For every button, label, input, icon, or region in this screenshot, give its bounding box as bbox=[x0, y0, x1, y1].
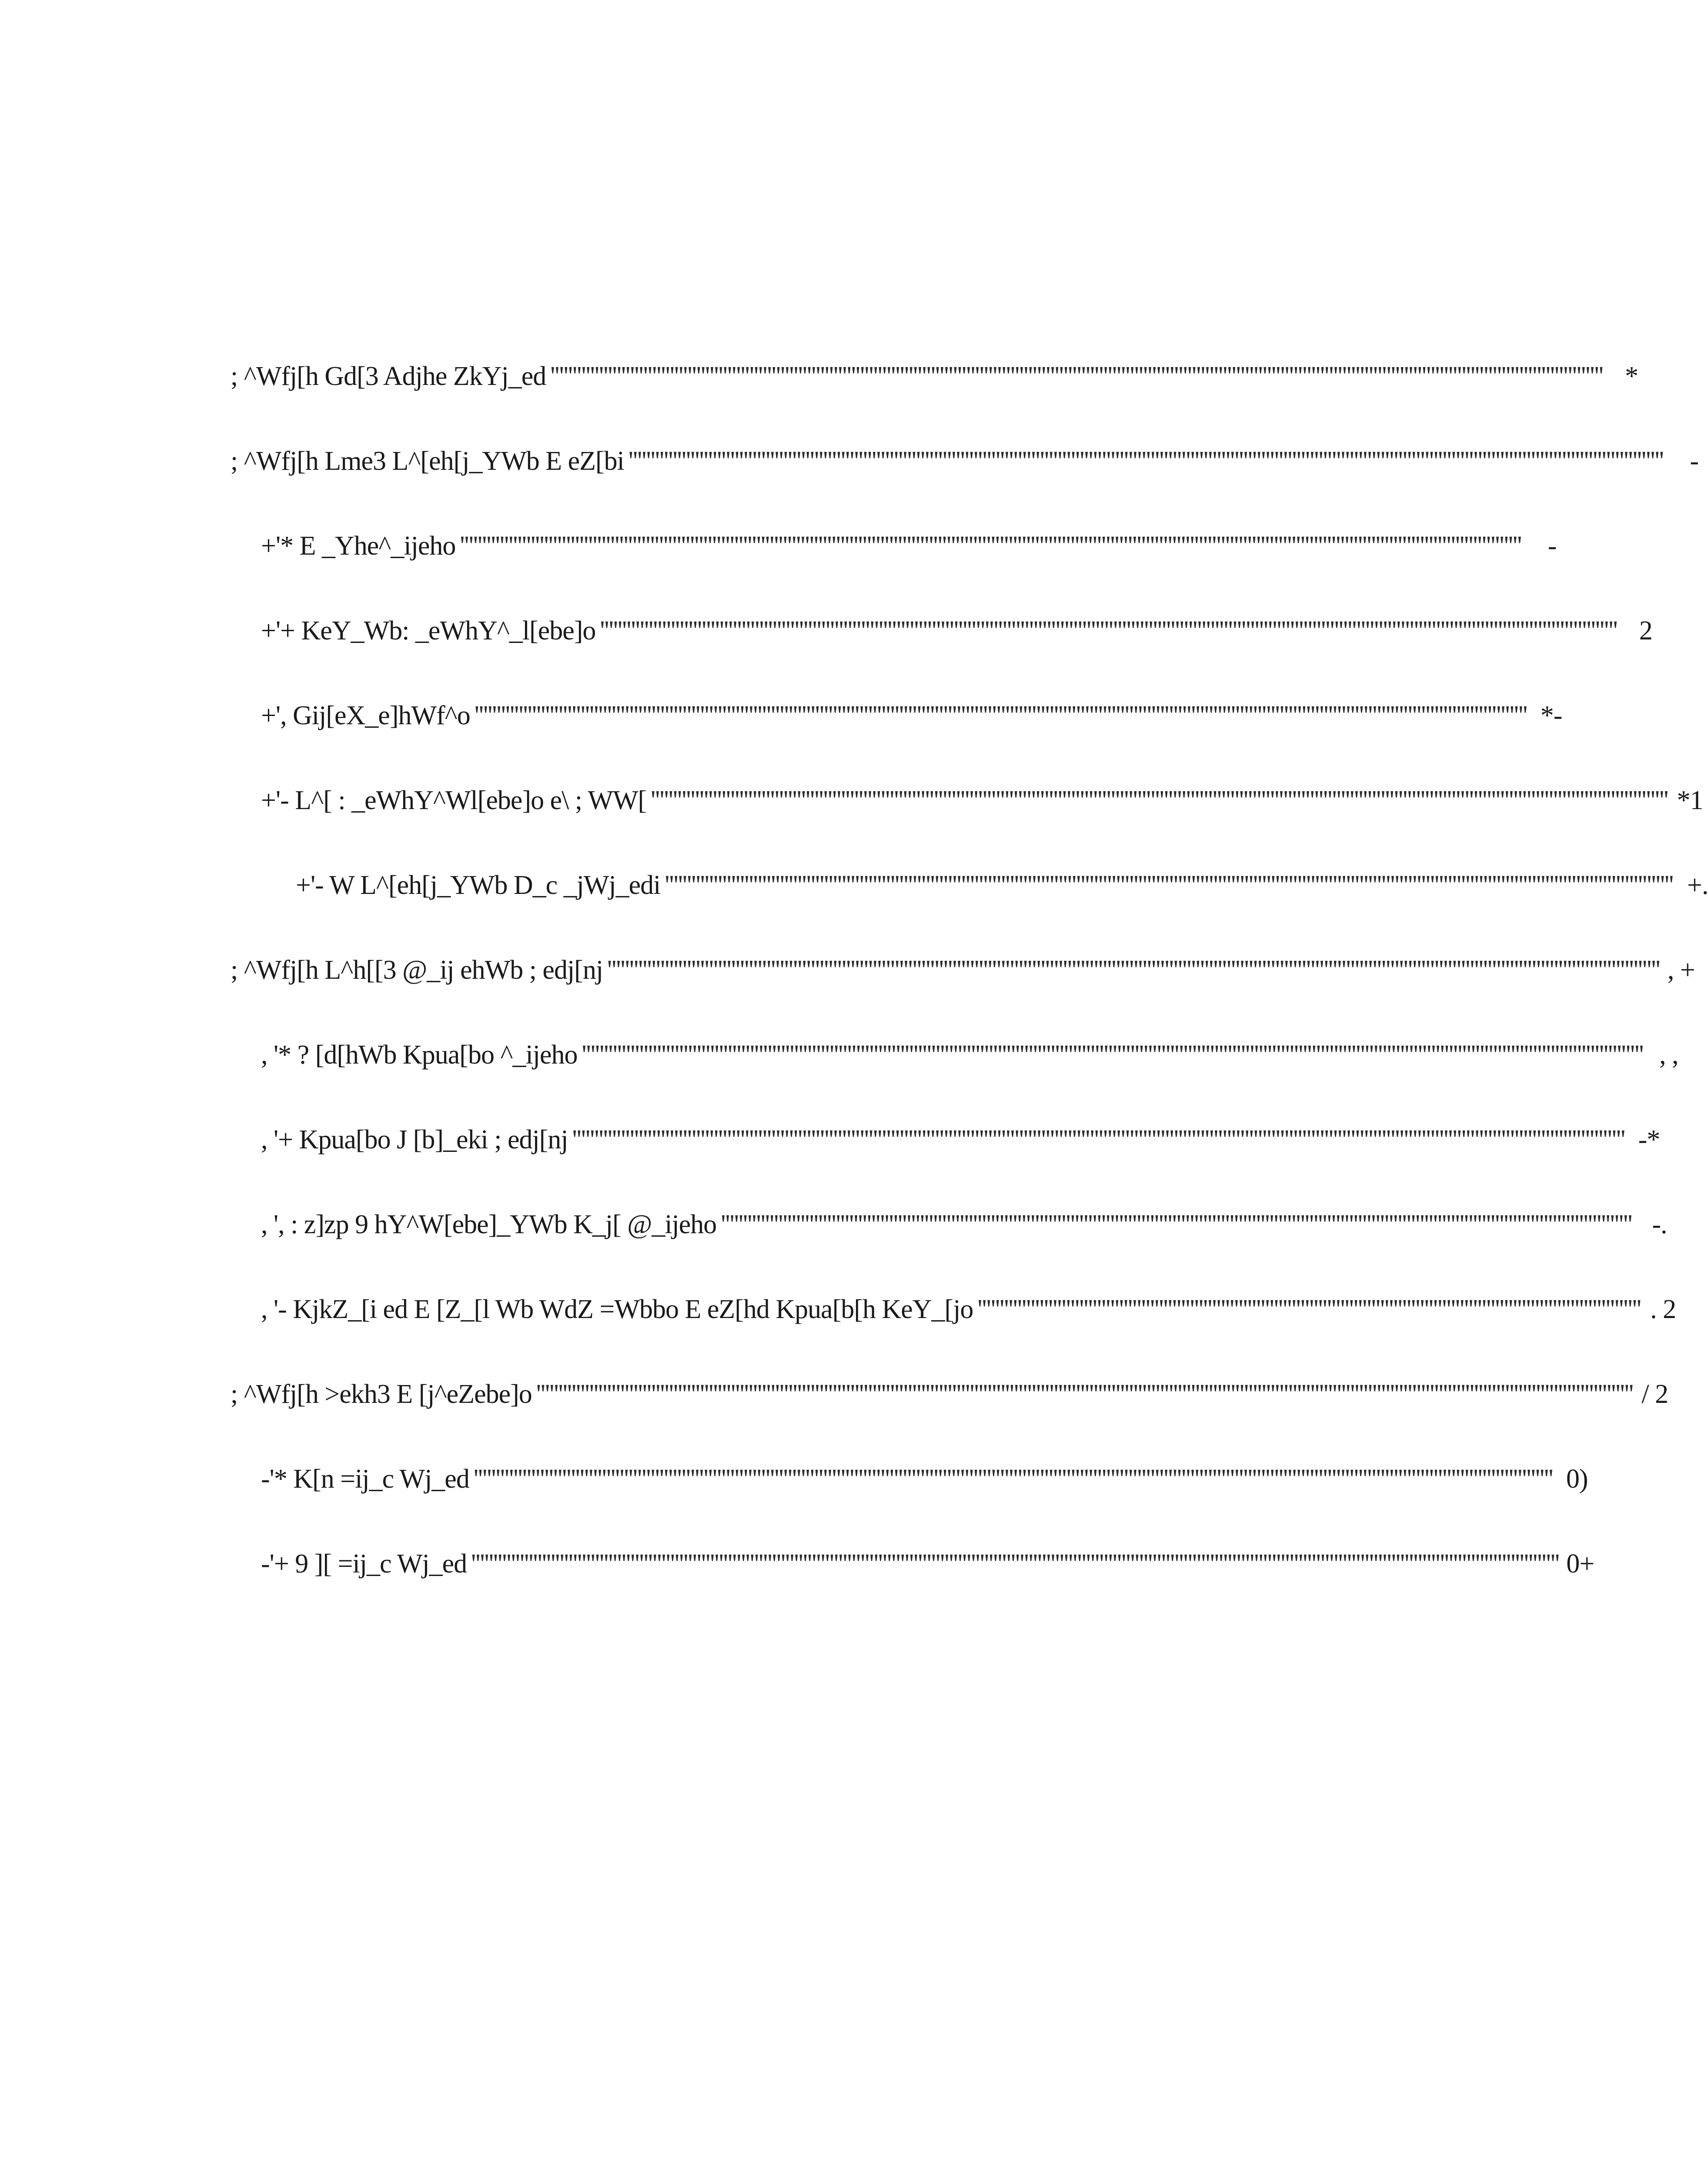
toc-entry-label: , '- KjkZ_[i ed E [Z_[l Wb WdZ =Wbbo E eZ[hd Kpua[b[h KeY_[jo bbox=[261, 1295, 973, 1324]
toc-dot-leader: '''''''''''''''''''''''''''''''''''''''''''''''''''''''''''''''''''''''''''''''''''''''''''''''''''''''''''''''''''''''''''''''''''''''''''''''''''''''''''''''''''''''''''''''''''''''''''''''''''''''''''''''''''''''''''''''''''' bbox=[665, 870, 1674, 900]
toc-dot-leader: '''''''''''''''''''''''''''''''''''''''''''''''''''''''''''''''''''''''''''''''''''''''''''''''''''''''''''''''''''''''''''''''''''''''''''''''''''''''''''''''''''''''''''''''''''''''''''''''''''''''''''''''''''''''''''''''''''''''''''''' bbox=[550, 361, 1603, 391]
toc-entry[interactable] bbox=[231, 442, 1698, 481]
toc-entry-label: , '* ? [d[hWb Kpua[bo ^_ijeho bbox=[261, 1040, 578, 1070]
toc-entry[interactable] bbox=[261, 1290, 1676, 1329]
toc-page-number: *- bbox=[1540, 701, 1562, 730]
toc-page-number: - bbox=[1690, 446, 1698, 476]
toc-page-number: 0+ bbox=[1566, 1549, 1594, 1579]
toc-dot-leader: '''''''''''''''''''''''''''''''''''''''''''''''''''''''''''''''''''''''''''''''''''''''''''''''''''''''''''''''''''''''''''''''''''''''''''''''''''''''''''''''''''''''''''''''''''''''''''''''''''''''''''''''''''''''''''''''''''''''''''''''''''' bbox=[473, 1464, 1553, 1494]
toc-entry-label: +'- L^[ : _eWhY^Wl[ebe]o e\ ; WW[ bbox=[261, 786, 647, 815]
toc-entry-label: +'- W L^[eh[j_YWb D_c _jWj_edi bbox=[296, 870, 661, 900]
toc-entry[interactable] bbox=[261, 1035, 1678, 1074]
toc-page-number: +. bbox=[1687, 870, 1708, 900]
toc-entry[interactable] bbox=[261, 1205, 1667, 1244]
toc-dot-leader: '''''''''''''''''''''''''''''''''''''''''''''''''''''''''''''''''''''''''''''''''''''''''''''''''''''''''''''''''''''''''''''''''''''''''''''''''''''''''''''''''''''''''''''''''''''''''''''''''''''''''''''''''''''''''''''''''''''''''''''''''''''' bbox=[471, 1549, 1560, 1579]
toc-entry[interactable] bbox=[261, 696, 1562, 735]
toc-page-number: -* bbox=[1638, 1125, 1660, 1154]
toc-page-number: / 2 bbox=[1641, 1379, 1668, 1409]
toc-entry[interactable] bbox=[261, 611, 1652, 650]
toc-dot-leader: '''''''''''''''''''''''''''''''''''''''''''''''''''''''''''''''''''''''''''''''''''''''''''''''''''''''''''''''''''''''''''''''''''''''''''''''''''''''''''''''''''''''''''''''''''''''''''''''''''''''''''''''''''''''''''''''''''''''''''''''' bbox=[582, 1040, 1644, 1070]
toc-dot-leader: '''''''''''''''''''''''''''''''''''''''''''''''''''''''''''''''''''''''''''''''''''''''''''''''''''''''''''''''''''''''''''''''''''''''''''''''''''''''''''''''''''''''''''''''''''''''''''''''''''''''''''''''''''''''''''''''''''''''''''''' bbox=[607, 955, 1660, 985]
toc-dot-leader: '''''''''''''''''''''''''''''''''''''''''''''''''''''''''''''''''''''''''''''''''''''''''''''''''''''''''''''''''''''''''''''''''''''''''''''''''''''''''''''''''''''''''''''''''''''''''''''''''''''''''''''''''''''''''''''''''''''''''''''' bbox=[572, 1125, 1625, 1154]
toc-entry[interactable] bbox=[231, 950, 1695, 990]
toc-page-number: - bbox=[1548, 531, 1557, 561]
toc-entry[interactable] bbox=[296, 866, 1708, 905]
toc-entry[interactable] bbox=[261, 1120, 1660, 1159]
toc-page-number: , , bbox=[1659, 1040, 1678, 1070]
toc-entry-label: +'+ KeY_Wb: _eWhY^_l[ebe]o bbox=[261, 616, 596, 646]
toc-page-number: *1 bbox=[1677, 786, 1703, 815]
toc-dot-leader: '''''''''''''''''''''''''''''''''''''''''''''''''''''''''''''''''''''''''''''''''''''''''''''''''''''''''''''''''''''''''''''''''''''''''''''''''''''''''''''''''''''''''''''''''''''''''''''''''''''''''''''''''''''''''''''''''''''' bbox=[600, 616, 1618, 646]
toc-entry-label: ; ^Wfj[h Gd[3 Adjhe ZkYj_ed bbox=[231, 361, 546, 391]
toc-dot-leader: '''''''''''''''''''''''''''''''''''''''''''''''''''''''''''''''''''''''''''''''''''''''''''''''''''''''''''''''''''''''''''''''''''''''''''''''''''''''''''''''''''''''''''''''''''''''''''''''''''''''''''''''''''''''''''''''''''''''''''''''''''''''' bbox=[536, 1379, 1634, 1409]
toc-entry-label: , ', : z]zp 9 hY^W[ebe]_YWb K_j[ @_ijeho bbox=[261, 1210, 717, 1239]
toc-dot-leader: '''''''''''''''''''''''''''''''''''''''''''''''''''''''''''''''''''''''''''''''''''''''''''''''''''''''''''''''''''''''''''''''''''''''''''''''''''''''''''''''''''''''''''''''''''''''''''''''''''''''''''''' bbox=[721, 1210, 1632, 1239]
toc-entry[interactable] bbox=[261, 526, 1557, 566]
toc-entry[interactable] bbox=[231, 357, 1638, 396]
toc-entry[interactable] bbox=[261, 1544, 1594, 1583]
toc-entry-label: ; ^Wfj[h L^h[[3 @_ij ehWb ; edj[nj bbox=[231, 955, 603, 985]
toc-entry-label: , '+ Kpua[bo J [b]_eki ; edj[nj bbox=[261, 1125, 568, 1154]
toc-entry[interactable] bbox=[261, 781, 1703, 820]
toc-dot-leader: '''''''''''''''''''''''''''''''''''''''''''''''''''''''''''''''''''''''''''''''''''''''''''''''''''''''''''''''''''''''''''''''''''''''''''''''''''''' bbox=[977, 1295, 1641, 1324]
toc-page-number: , + bbox=[1667, 955, 1695, 985]
toc-entry[interactable] bbox=[261, 1459, 1588, 1499]
toc-entry-label: -'+ 9 ][ =ij_c Wj_ed bbox=[261, 1549, 467, 1579]
toc-entry-label: +', Gij[eX_e]hWf^o bbox=[261, 701, 470, 730]
toc-page-number: . 2 bbox=[1650, 1295, 1676, 1324]
toc-dot-leader: '''''''''''''''''''''''''''''''''''''''''''''''''''''''''''''''''''''''''''''''''''''''''''''''''''''''''''''''''''''''''''''''''''''''''''''''''''''''''''''''''''''''''''''''''''''''''''''''''''''''''''''''''''''''''''''''''''''''''''''' bbox=[474, 701, 1528, 730]
toc-page-number: 0) bbox=[1566, 1464, 1588, 1494]
toc-dot-leader: '''''''''''''''''''''''''''''''''''''''''''''''''''''''''''''''''''''''''''''''''''''''''''''''''''''''''''''''''''''''''''''''''''''''''''''''''''''''''''''''''''''''''''''''''''''''''''''''''''''''''''''''''''''''''''''''''''''''''' bbox=[628, 446, 1664, 476]
toc-entry-label: ; ^Wfj[h >ekh3 E [j^eZebe]o bbox=[231, 1379, 532, 1409]
toc-dot-leader: '''''''''''''''''''''''''''''''''''''''''''''''''''''''''''''''''''''''''''''''''''''''''''''''''''''''''''''''''''''''''''''''''''''''''''''''''''''''''''''''''''''''''''''''''''''''''''''''''''''''''''''''''''''''''''''''''''''''''''''''' bbox=[460, 531, 1522, 561]
toc-entry-label: +'* E _Yhe^_ijeho bbox=[261, 531, 456, 561]
toc-page-number: -. bbox=[1652, 1210, 1667, 1239]
toc-entry[interactable] bbox=[231, 1375, 1668, 1414]
toc-entry-label: ; ^Wfj[h Lme3 L^[eh[j_YWb E eZ[bi bbox=[231, 446, 624, 476]
toc-page-number: * bbox=[1624, 361, 1638, 391]
toc-entry-label: -'* K[n =ij_c Wj_ed bbox=[261, 1464, 469, 1494]
toc-page-number: 2 bbox=[1639, 616, 1652, 646]
toc-dot-leader: '''''''''''''''''''''''''''''''''''''''''''''''''''''''''''''''''''''''''''''''''''''''''''''''''''''''''''''''''''''''''''''''''''''''''''''''''''''''''''''''''''''''''''''''''''''''''''''''''''''''''''''''''''''''''''''''''''''' bbox=[651, 786, 1668, 815]
